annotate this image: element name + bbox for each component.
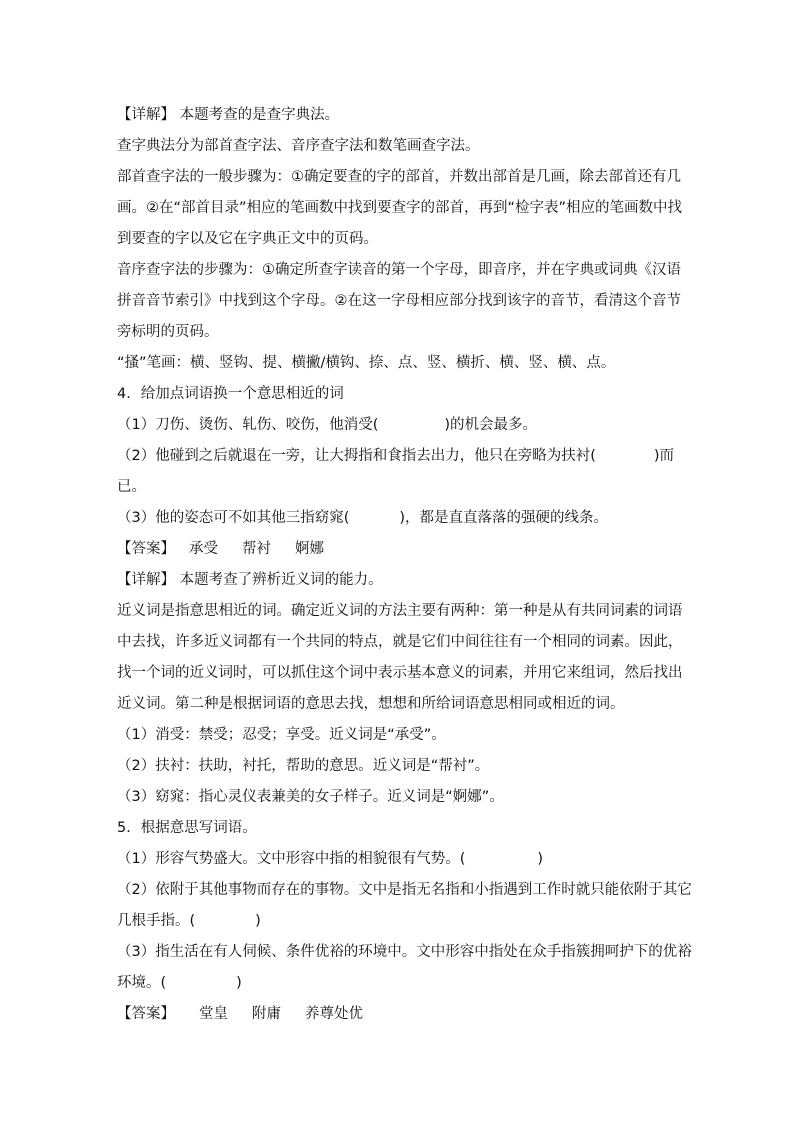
question-heading: 4．给加点词语换一个意思相近的词 <box>117 386 344 402</box>
question-heading: 5．根据意思写词语。 <box>117 820 257 836</box>
question-item <box>117 441 677 472</box>
answer-word: 承受 <box>189 541 218 557</box>
answer-word: 养尊处优 <box>305 1006 363 1022</box>
question-item <box>117 844 677 875</box>
answer-line <box>117 534 677 565</box>
question-text: （2）他碰到之后就退在一旁，让大拇指和食指去出力，他只在旁略为扶衬( <box>117 448 596 464</box>
text-line: （1）消受：禁受；忍受；享受。近义词是“承受”。 <box>117 727 446 743</box>
text-line: 近义词。第二种是根据词语的意思去找，想想和所给词语意思相同或相近的词。 <box>117 696 625 712</box>
text-line: “搔”笔画：横、竖钩、提、横撇/横钩、捺、点、竖、横折、横、竖、横、点。 <box>117 355 616 371</box>
question-item <box>117 906 677 937</box>
answer-word: 附庸 <box>252 1006 281 1022</box>
text-line: 旁标明的页码。 <box>117 324 219 340</box>
text-line: 中去找，许多近义词都有一个共同的特点，就是它们中间往往有一个相同的词素。因此， <box>117 634 683 650</box>
explanation-heading: 【详解】 本题考查的是查字典法。 <box>117 107 340 123</box>
text-line: 已。 <box>117 479 146 495</box>
question-text: 几根手指。( <box>117 913 196 929</box>
document-body <box>117 100 692 1030</box>
answer-label: 【答案】 <box>117 1006 175 1022</box>
question-text: ) <box>255 913 261 929</box>
text-line: （3）窈窕：指心灵仪表兼美的女子样子。近义词是“婀娜”。 <box>117 789 504 805</box>
text-line: 到要查的字以及它在字典正文中的页码。 <box>117 231 378 247</box>
text-line: （3）指生活在有人伺候、条件优裕的环境中。文中形容中指处在众手指簇拥呵护下的优裕 <box>117 944 692 960</box>
text-line: （2）依附于其他事物而存在的事物。文中是指无名指和小指遇到工作时就只能依附于其它 <box>117 882 692 898</box>
question-item <box>117 503 677 534</box>
question-text: )的机会最多。 <box>444 417 538 433</box>
question-text: ) <box>537 851 544 867</box>
question-text: ) <box>236 975 242 991</box>
text-line: （2）扶衬：扶助，衬托，帮助的意思。近义词是“帮衬”。 <box>117 758 490 774</box>
text-line: 查字典法分为部首查字法、音序查字法和数笔画查字法。 <box>117 138 480 154</box>
question-item <box>117 968 677 999</box>
question-item <box>117 410 677 441</box>
answer-line <box>117 999 677 1030</box>
question-text: )而 <box>653 448 675 464</box>
text-line: 找一个词的近义词时，可以抓住这个词中表示基本意义的词素，并用它来组词，然后找出 <box>117 665 683 681</box>
question-text: （3）他的姿态可不如其他三指窈窕( <box>117 510 350 526</box>
question-text: )，都是直直落落的强硬的线条。 <box>399 510 609 526</box>
text-line: 画。②在“部首目录”相应的笔画数中找到要查字的部首，再到“检字表”相应的笔画数中找 <box>117 200 683 216</box>
question-text: （1）刀伤、烫伤、轧伤、咬伤，他消受( <box>117 417 379 433</box>
answer-label: 【答案】 <box>117 541 175 557</box>
question-text: （1）形容气势盛大。文中形容中指的相貌很有气势。( <box>117 851 466 867</box>
question-text: 环境。( <box>117 975 167 991</box>
text-line: 近义词是指意思相近的词。确定近义词的方法主要有两种：第一种是从有共同词素的词语 <box>117 603 683 619</box>
answer-word: 婀娜 <box>295 541 324 557</box>
text-line: 拼音音节索引》中找到这个字母。②在这一字母相应部分找到该字的音节，看清这个音节 <box>117 293 681 309</box>
text-line: 部首查字法的一般步骤为：①确定要查的字的部首，并数出部首是几画，除去部首还有几 <box>117 169 681 185</box>
text-line: 音序查字法的步骤为：①确定所查字读音的第一个字母，即音序，并在字典或词典《汉语 <box>117 262 681 278</box>
answer-word: 帮衬 <box>242 541 271 557</box>
explanation-heading: 【详解】 本题考查了辨析近义词的能力。 <box>117 572 383 588</box>
answer-word: 堂皇 <box>199 1006 228 1022</box>
